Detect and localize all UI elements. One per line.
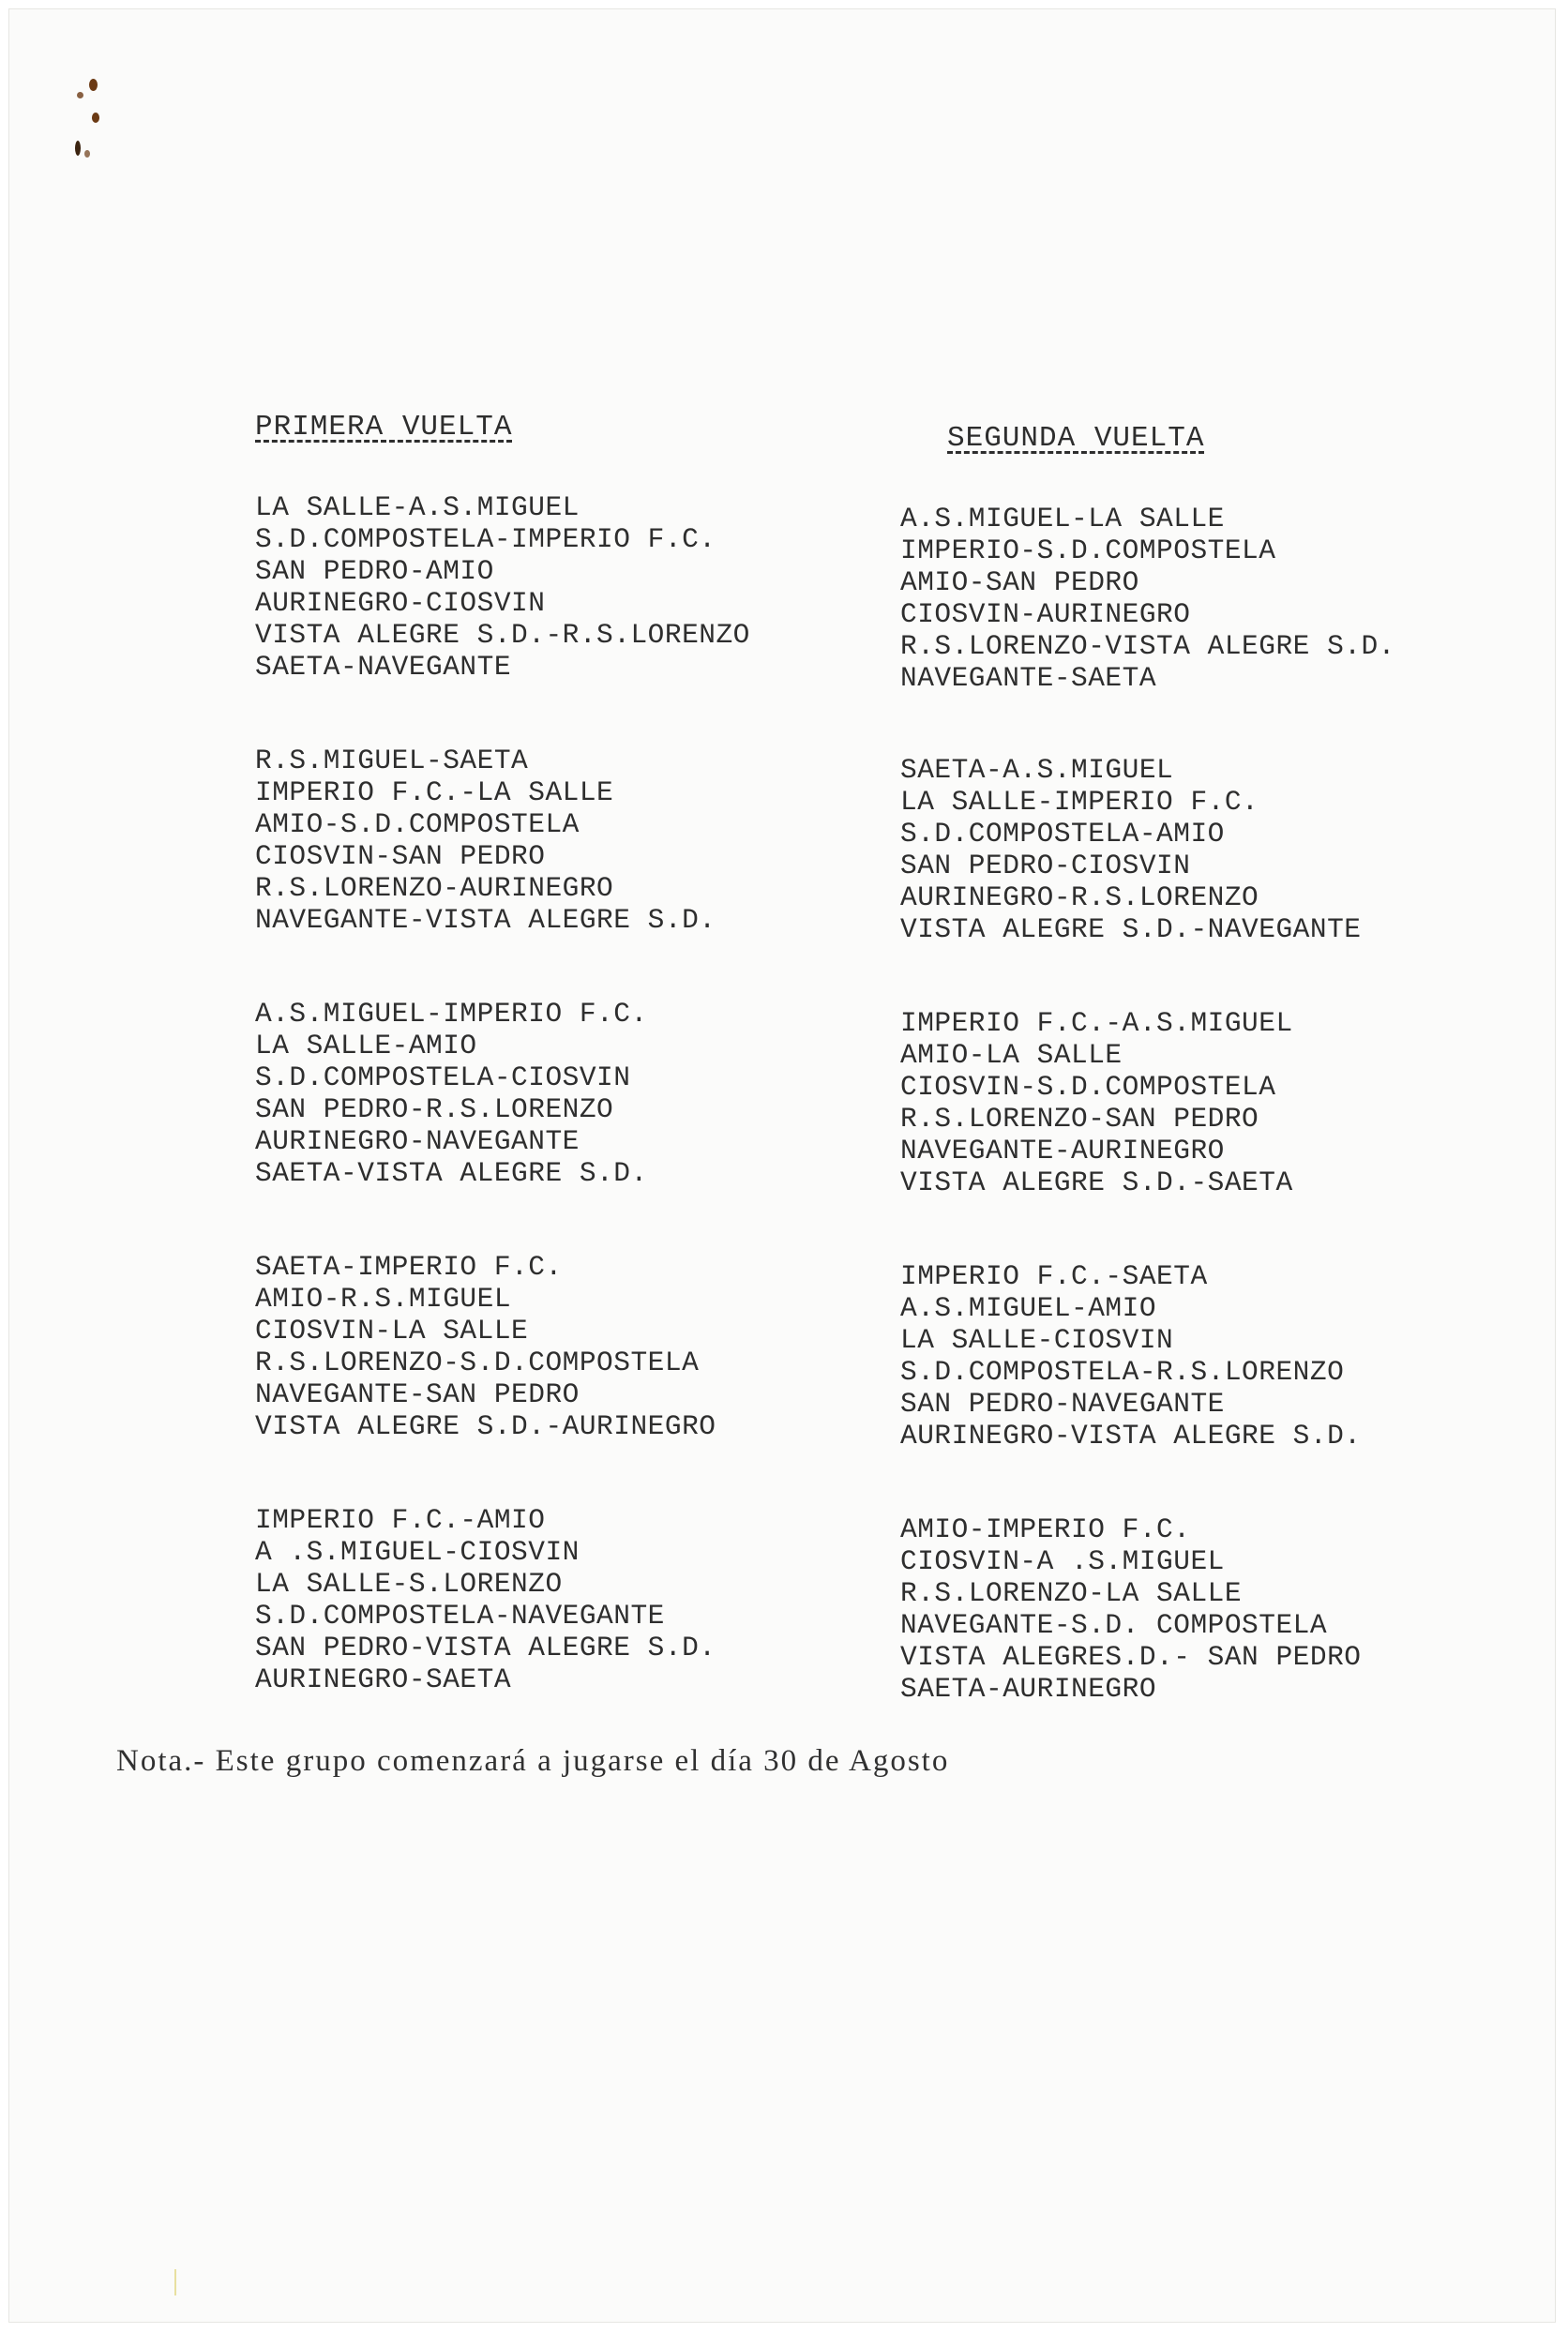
match-item: S.D.COMPOSTELA-IMPERIO F.C. — [255, 523, 716, 555]
match-item: NAVEGANTE-VISTA ALEGRE S.D. — [255, 904, 716, 936]
match-item: VISTA ALEGRE S.D.-R.S.LORENZO — [255, 619, 750, 651]
match-item: R.S.LORENZO-LA SALLE — [900, 1577, 1243, 1609]
match-item: CIOSVIN-A .S.MIGUEL — [900, 1545, 1225, 1577]
match-item: SAN PEDRO-VISTA ALEGRE S.D. — [255, 1632, 716, 1663]
match-item: SAETA-IMPERIO F.C. — [255, 1251, 563, 1283]
column-title: SEGUNDA VUELTA — [947, 422, 1205, 455]
match-item: LA SALLE-CIOSVIN — [900, 1324, 1174, 1356]
match-item: LA SALLE-AMIO — [255, 1030, 477, 1061]
match-item: A .S.MIGUEL-CIOSVIN — [255, 1536, 580, 1568]
schedule-note: Nota.- Este grupo comenzará a jugarse el día 30 de Agosto — [116, 1744, 950, 1778]
match-item: NAVEGANTE-SAETA — [900, 662, 1157, 694]
match-item: SAN PEDRO-CIOSVIN — [900, 850, 1191, 881]
ink-stain — [89, 79, 98, 91]
match-item: SAETA-A.S.MIGUEL — [900, 754, 1174, 786]
match-item: IMPERIO-S.D.COMPOSTELA — [900, 534, 1276, 566]
match-item: AMIO-LA SALLE — [900, 1039, 1123, 1071]
round-2 — [255, 745, 716, 936]
ink-stain — [77, 92, 83, 98]
document-page — [9, 9, 1555, 2322]
match-item: AMIO-S.D.COMPOSTELA — [255, 808, 580, 840]
paper-mark — [174, 2269, 176, 2295]
match-item: AURINEGRO-CIOSVIN — [255, 587, 546, 619]
ink-stain — [92, 113, 99, 123]
match-item: R.S.MIGUEL-SAETA — [255, 745, 529, 776]
column-title: PRIMERA VUELTA — [255, 411, 513, 444]
match-item: A.S.MIGUEL-AMIO — [900, 1292, 1157, 1324]
match-item: CIOSVIN-S.D.COMPOSTELA — [900, 1071, 1276, 1103]
match-item: SAN PEDRO-NAVEGANTE — [900, 1388, 1225, 1420]
ink-stain — [75, 141, 81, 156]
match-item: AMIO-SAN PEDRO — [900, 566, 1139, 598]
column-segunda-vuelta — [947, 422, 1204, 455]
match-item: S.D.COMPOSTELA-NAVEGANTE — [255, 1600, 665, 1632]
match-item: VISTA ALEGRE S.D.-NAVEGANTE — [900, 913, 1362, 945]
match-item: S.D.COMPOSTELA-AMIO — [900, 818, 1225, 850]
match-item: AURINEGRO-NAVEGANTE — [255, 1125, 580, 1157]
match-item: R.S.LORENZO-VISTA ALEGRE S.D. — [900, 630, 1395, 662]
column-primera-vuelta — [255, 411, 750, 1695]
match-item: CIOSVIN-AURINEGRO — [900, 598, 1191, 630]
match-item: IMPERIO F.C.-SAETA — [900, 1260, 1208, 1292]
match-item: NAVEGANTE-S.D. COMPOSTELA — [900, 1609, 1328, 1641]
match-item: AURINEGRO-R.S.LORENZO — [900, 881, 1259, 913]
ink-stain — [84, 150, 90, 158]
match-item: AMIO-IMPERIO F.C. — [900, 1513, 1191, 1545]
match-item: IMPERIO F.C.-A.S.MIGUEL — [900, 1007, 1293, 1039]
match-item: VISTA ALEGRE S.D.-AURINEGRO — [255, 1410, 716, 1442]
match-item: CIOSVIN-SAN PEDRO — [255, 840, 546, 872]
match-item: S.D.COMPOSTELA-CIOSVIN — [255, 1061, 631, 1093]
match-item: VISTA ALEGRE S.D.-SAETA — [900, 1166, 1293, 1198]
match-item: NAVEGANTE-AURINEGRO — [900, 1135, 1225, 1166]
match-item: R.S.LORENZO-SAN PEDRO — [900, 1103, 1259, 1135]
match-item: A.S.MIGUEL-LA SALLE — [900, 503, 1225, 534]
match-item: NAVEGANTE-SAN PEDRO — [255, 1378, 580, 1410]
match-item: SAETA-VISTA ALEGRE S.D. — [255, 1157, 648, 1189]
round-5 — [255, 1504, 716, 1695]
match-item: SAETA-NAVEGANTE — [255, 651, 512, 683]
match-item: LA SALLE-A.S.MIGUEL — [255, 491, 580, 523]
match-item: AURINEGRO-VISTA ALEGRE S.D. — [900, 1420, 1362, 1452]
round-4 — [900, 1260, 1361, 1452]
match-item: VISTA ALEGRES.D.- SAN PEDRO — [900, 1641, 1362, 1673]
round-5 — [900, 1513, 1361, 1705]
match-item: AMIO-R.S.MIGUEL — [255, 1283, 512, 1315]
round-3 — [900, 1007, 1293, 1198]
match-item: LA SALLE-IMPERIO F.C. — [900, 786, 1259, 818]
round-1 — [255, 491, 750, 683]
match-item: R.S.LORENZO-S.D.COMPOSTELA — [255, 1347, 700, 1378]
round-3 — [255, 998, 648, 1189]
match-item: CIOSVIN-LA SALLE — [255, 1315, 529, 1347]
match-item: SAN PEDRO-R.S.LORENZO — [255, 1093, 614, 1125]
match-item: S.D.COMPOSTELA-R.S.LORENZO — [900, 1356, 1345, 1388]
round-1 — [900, 503, 1395, 694]
match-item: IMPERIO F.C.-AMIO — [255, 1504, 546, 1536]
round-2 — [900, 754, 1361, 945]
match-item: R.S.LORENZO-AURINEGRO — [255, 872, 614, 904]
match-item: SAN PEDRO-AMIO — [255, 555, 494, 587]
match-item: LA SALLE-S.LORENZO — [255, 1568, 563, 1600]
match-item: AURINEGRO-SAETA — [255, 1663, 512, 1695]
match-item: A.S.MIGUEL-IMPERIO F.C. — [255, 998, 648, 1030]
round-4 — [255, 1251, 716, 1442]
match-item: IMPERIO F.C.-LA SALLE — [255, 776, 614, 808]
match-item: SAETA-AURINEGRO — [900, 1673, 1157, 1705]
